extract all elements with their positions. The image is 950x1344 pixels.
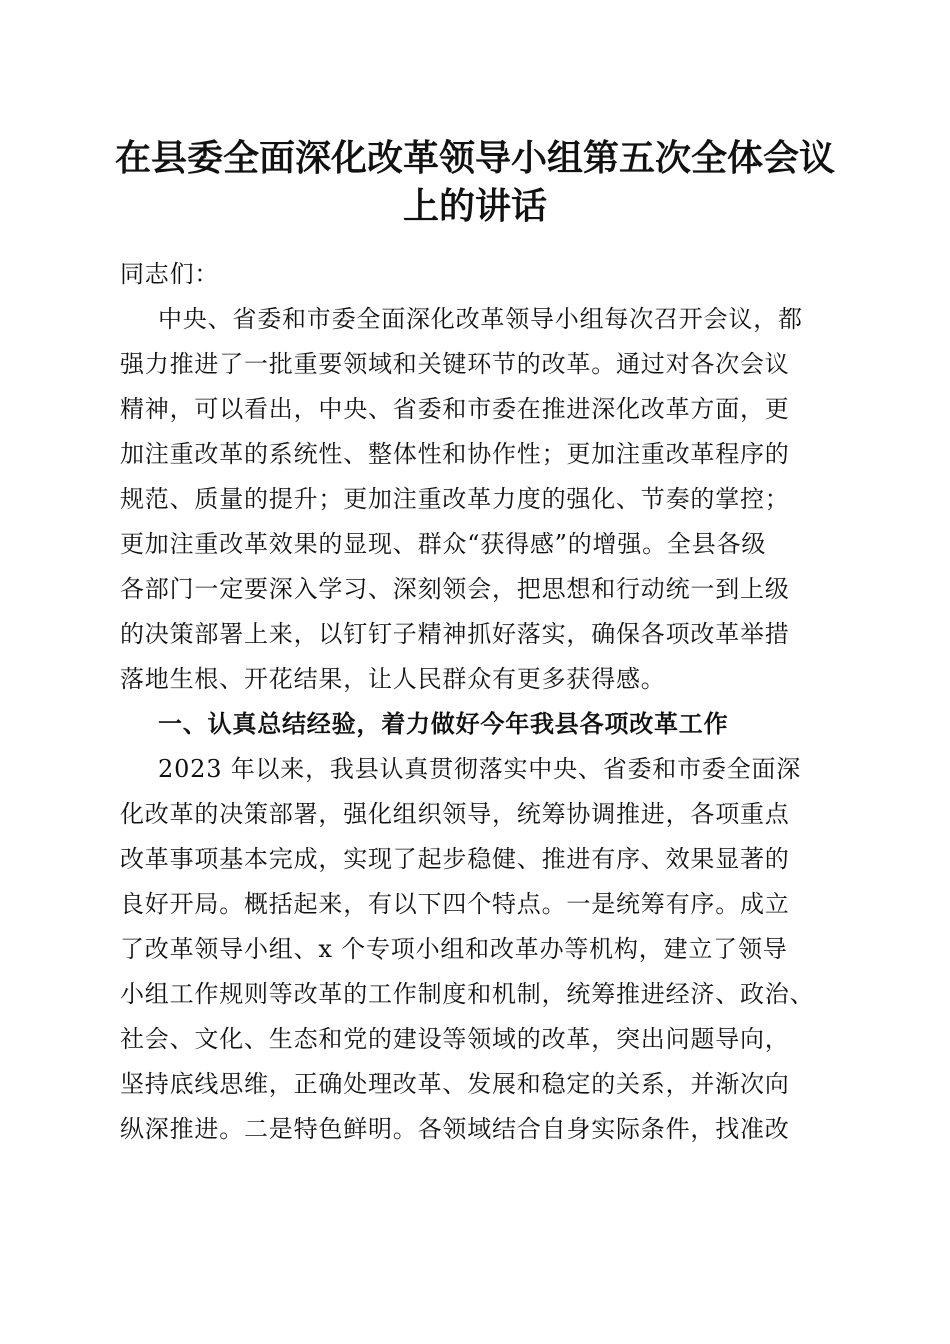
paragraph-line: 精神，可以看出，中央、省委和市委在推进深化改革方面，更 bbox=[120, 395, 790, 423]
paragraph-line: 良好开局。概括起来，有以下四个特点。一是统筹有序。成立 bbox=[120, 890, 790, 918]
salutation: 同志们： bbox=[120, 260, 220, 288]
paragraph-line: 纵深推进。二是特色鲜明。各领域结合自身实际条件，找准改 bbox=[120, 1115, 790, 1143]
paragraph-line: 2023 年以来，我县认真贯彻落实中央、省委和市委全面深 bbox=[158, 755, 802, 783]
document-title-line-2: 上的讲话 bbox=[402, 185, 547, 227]
paragraph-line: 各部门一定要深入学习、深刻领会，把思想和行动统一到上级 bbox=[120, 575, 790, 603]
paragraph-line: 小组工作规则等改革的工作制度和机制，统筹推进经济、政治、 bbox=[120, 980, 815, 1008]
paragraph-line: 加注重改革的系统性、整体性和协作性；更加注重改革程序的 bbox=[120, 440, 790, 468]
paragraph-line: 更加注重改革效果的显现、群众“获得感”的增强。全县各级 bbox=[120, 530, 767, 558]
paragraph-line: 改革事项基本完成，实现了起步稳健、推进有序、效果显著的 bbox=[120, 845, 790, 873]
paragraph-line: 坚持底线思维，正确处理改革、发展和稳定的关系，并渐次向 bbox=[120, 1070, 790, 1098]
paragraph-line: 了改革领导小组、x 个专项小组和改革办等机构，建立了领导 bbox=[120, 935, 788, 963]
section-heading: 一、认真总结经验，着力做好今年我县各项改革工作 bbox=[158, 710, 729, 738]
document-body bbox=[120, 252, 840, 1152]
paragraph-line: 规范、质量的提升；更加注重改革力度的强化、节奏的掌控； bbox=[120, 485, 790, 513]
paragraph-line: 化改革的决策部署，强化组织领导，统筹协调推进，各项重点 bbox=[120, 800, 790, 828]
paragraph-line: 的决策部署上来，以钉钉子精神抓好落实，确保各项改革举措 bbox=[120, 620, 790, 648]
document-title-line-1: 在县委全面深化改革领导小组第五次全体会议 bbox=[114, 137, 835, 179]
paragraph-line: 强力推进了一批重要领域和关键环节的改革。通过对各次会议 bbox=[120, 350, 790, 378]
paragraph-line: 落地生根、开花结果，让人民群众有更多获得感。 bbox=[120, 665, 666, 693]
paragraph-line: 中央、省委和市委全面深化改革领导小组每次召开会议，都 bbox=[158, 305, 803, 333]
paragraph-line: 社会、文化、生态和党的建设等领域的改革，突出问题导向， bbox=[120, 1025, 790, 1053]
